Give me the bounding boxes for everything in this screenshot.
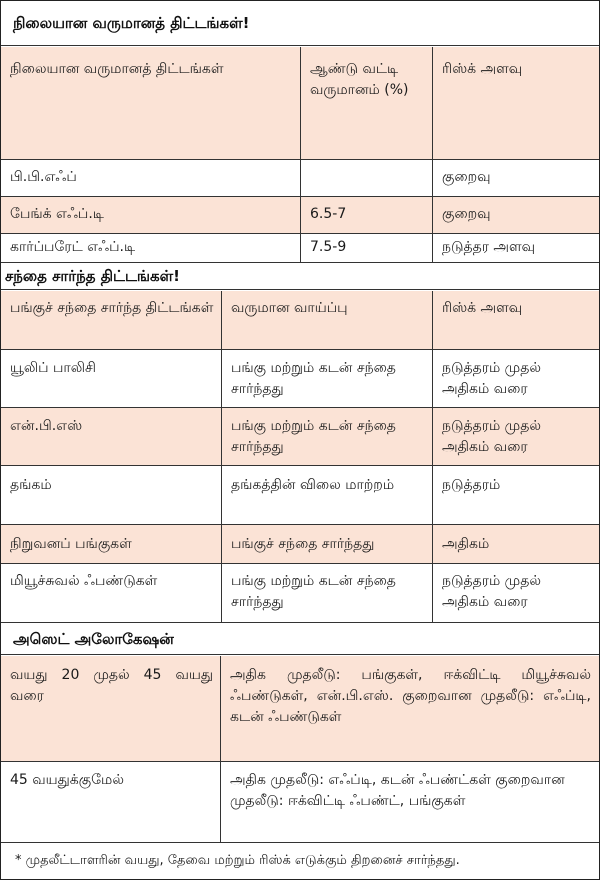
risk-cell: நடுத்தரம் [442,477,501,493]
allocation-cell: அதிக முதலீடு: பங்குகள், ஈக்விட்டி மியூச்சுவல் ஃபண்டுகள், என்.பி.எஸ். குறைவான முதலீடு: எஃப்டி, கடன் ஃபண்டுகள் [230,667,591,725]
row-divider [1,349,599,350]
scheme-cell: கார்ப்பரேட் எஃப்.டி [10,239,136,255]
age-cell: வயது 20 முதல் 45 வயது வரை [10,667,213,704]
scheme-cell: மியூச்சுவல் ஃபண்டுகள் [10,573,158,589]
allocation-cell: அதிக முதலீடு: எஃப்டி, கடன் ஃபண்ட்கள் குறைவான முதலீடு: ஈக்விட்டி ஃபண்ட், பங்குகள் [230,772,565,809]
scheme-cell: யூலிப் பாலிசி [10,360,96,376]
return-cell: பங்கு மற்றும் கடன் சந்தை சார்ந்தது [231,360,396,397]
return-cell: தங்கத்தின் விலை மாற்றம் [231,477,395,493]
column-header-rate: ஆண்டு வட்டி வருமானம் (%) [310,61,409,98]
return-cell: பங்குச் சந்தை சார்ந்தது [231,536,375,552]
rate-cell: 6.5-7 [310,206,347,222]
fixed-income-heading: நிலையான வருமானத் திட்டங்கள்! [1,1,599,46]
column-divider [432,47,433,262]
scheme-cell: பேங்க் எஃப்.டி [10,206,104,222]
rate-cell: 7.5-9 [310,239,347,255]
column-header-return: வருமான வாய்ப்பு [231,300,348,316]
age-cell: 45 வயதுக்குமேல் [10,772,124,788]
column-header-scheme: நிலையான வருமானத் திட்டங்கள் [10,61,224,77]
risk-cell: குறைவு [442,206,491,222]
risk-cell: நடுத்தர அளவு [442,239,535,255]
allocation-heading: அஸெட் அலோகேஷன் [1,622,599,655]
row-divider [1,761,599,762]
row-divider [1,407,599,408]
row-divider [1,465,599,466]
column-divider [300,47,301,262]
scheme-cell: நிறுவனப் பங்குகள் [10,536,132,552]
row-divider [1,563,599,564]
column-divider [221,291,222,622]
return-cell: பங்கு மற்றும் கடன் சந்தை சார்ந்தது [231,573,396,610]
scheme-cell: பி.பி.எஃப் [10,169,77,185]
footnote: * முதலீட்டாளரின் வயது, தேவை மற்றும் ரிஸ்க் எடுக்கும் திறனைச் சார்ந்தது. [15,853,460,868]
column-divider [432,291,433,622]
market-linked-heading: சந்தை சார்ந்த திட்டங்கள்! [1,262,599,290]
column-header-scheme: பங்குச் சந்தை சார்ந்த திட்டங்கள் [10,300,214,316]
column-header-risk: ரிஸ்க் அளவு [442,61,523,77]
scheme-cell: தங்கம் [10,477,52,493]
scheme-cell: என்.பி.எஸ் [10,418,83,434]
risk-cell: நடுத்தரம் முதல் அதிகம் வரை [442,573,541,610]
column-divider [220,656,221,842]
risk-cell: குறைவு [442,169,491,185]
row-divider [1,524,599,525]
return-cell: பங்கு மற்றும் கடன் சந்தை சார்ந்தது [231,418,396,455]
risk-cell: நடுத்தரம் முதல் அதிகம் வரை [442,360,541,397]
risk-cell: நடுத்தரம் முதல் அதிகம் வரை [442,418,541,455]
risk-cell: அதிகம் [442,536,490,552]
column-header-risk: ரிஸ்க் அளவு [442,300,523,316]
